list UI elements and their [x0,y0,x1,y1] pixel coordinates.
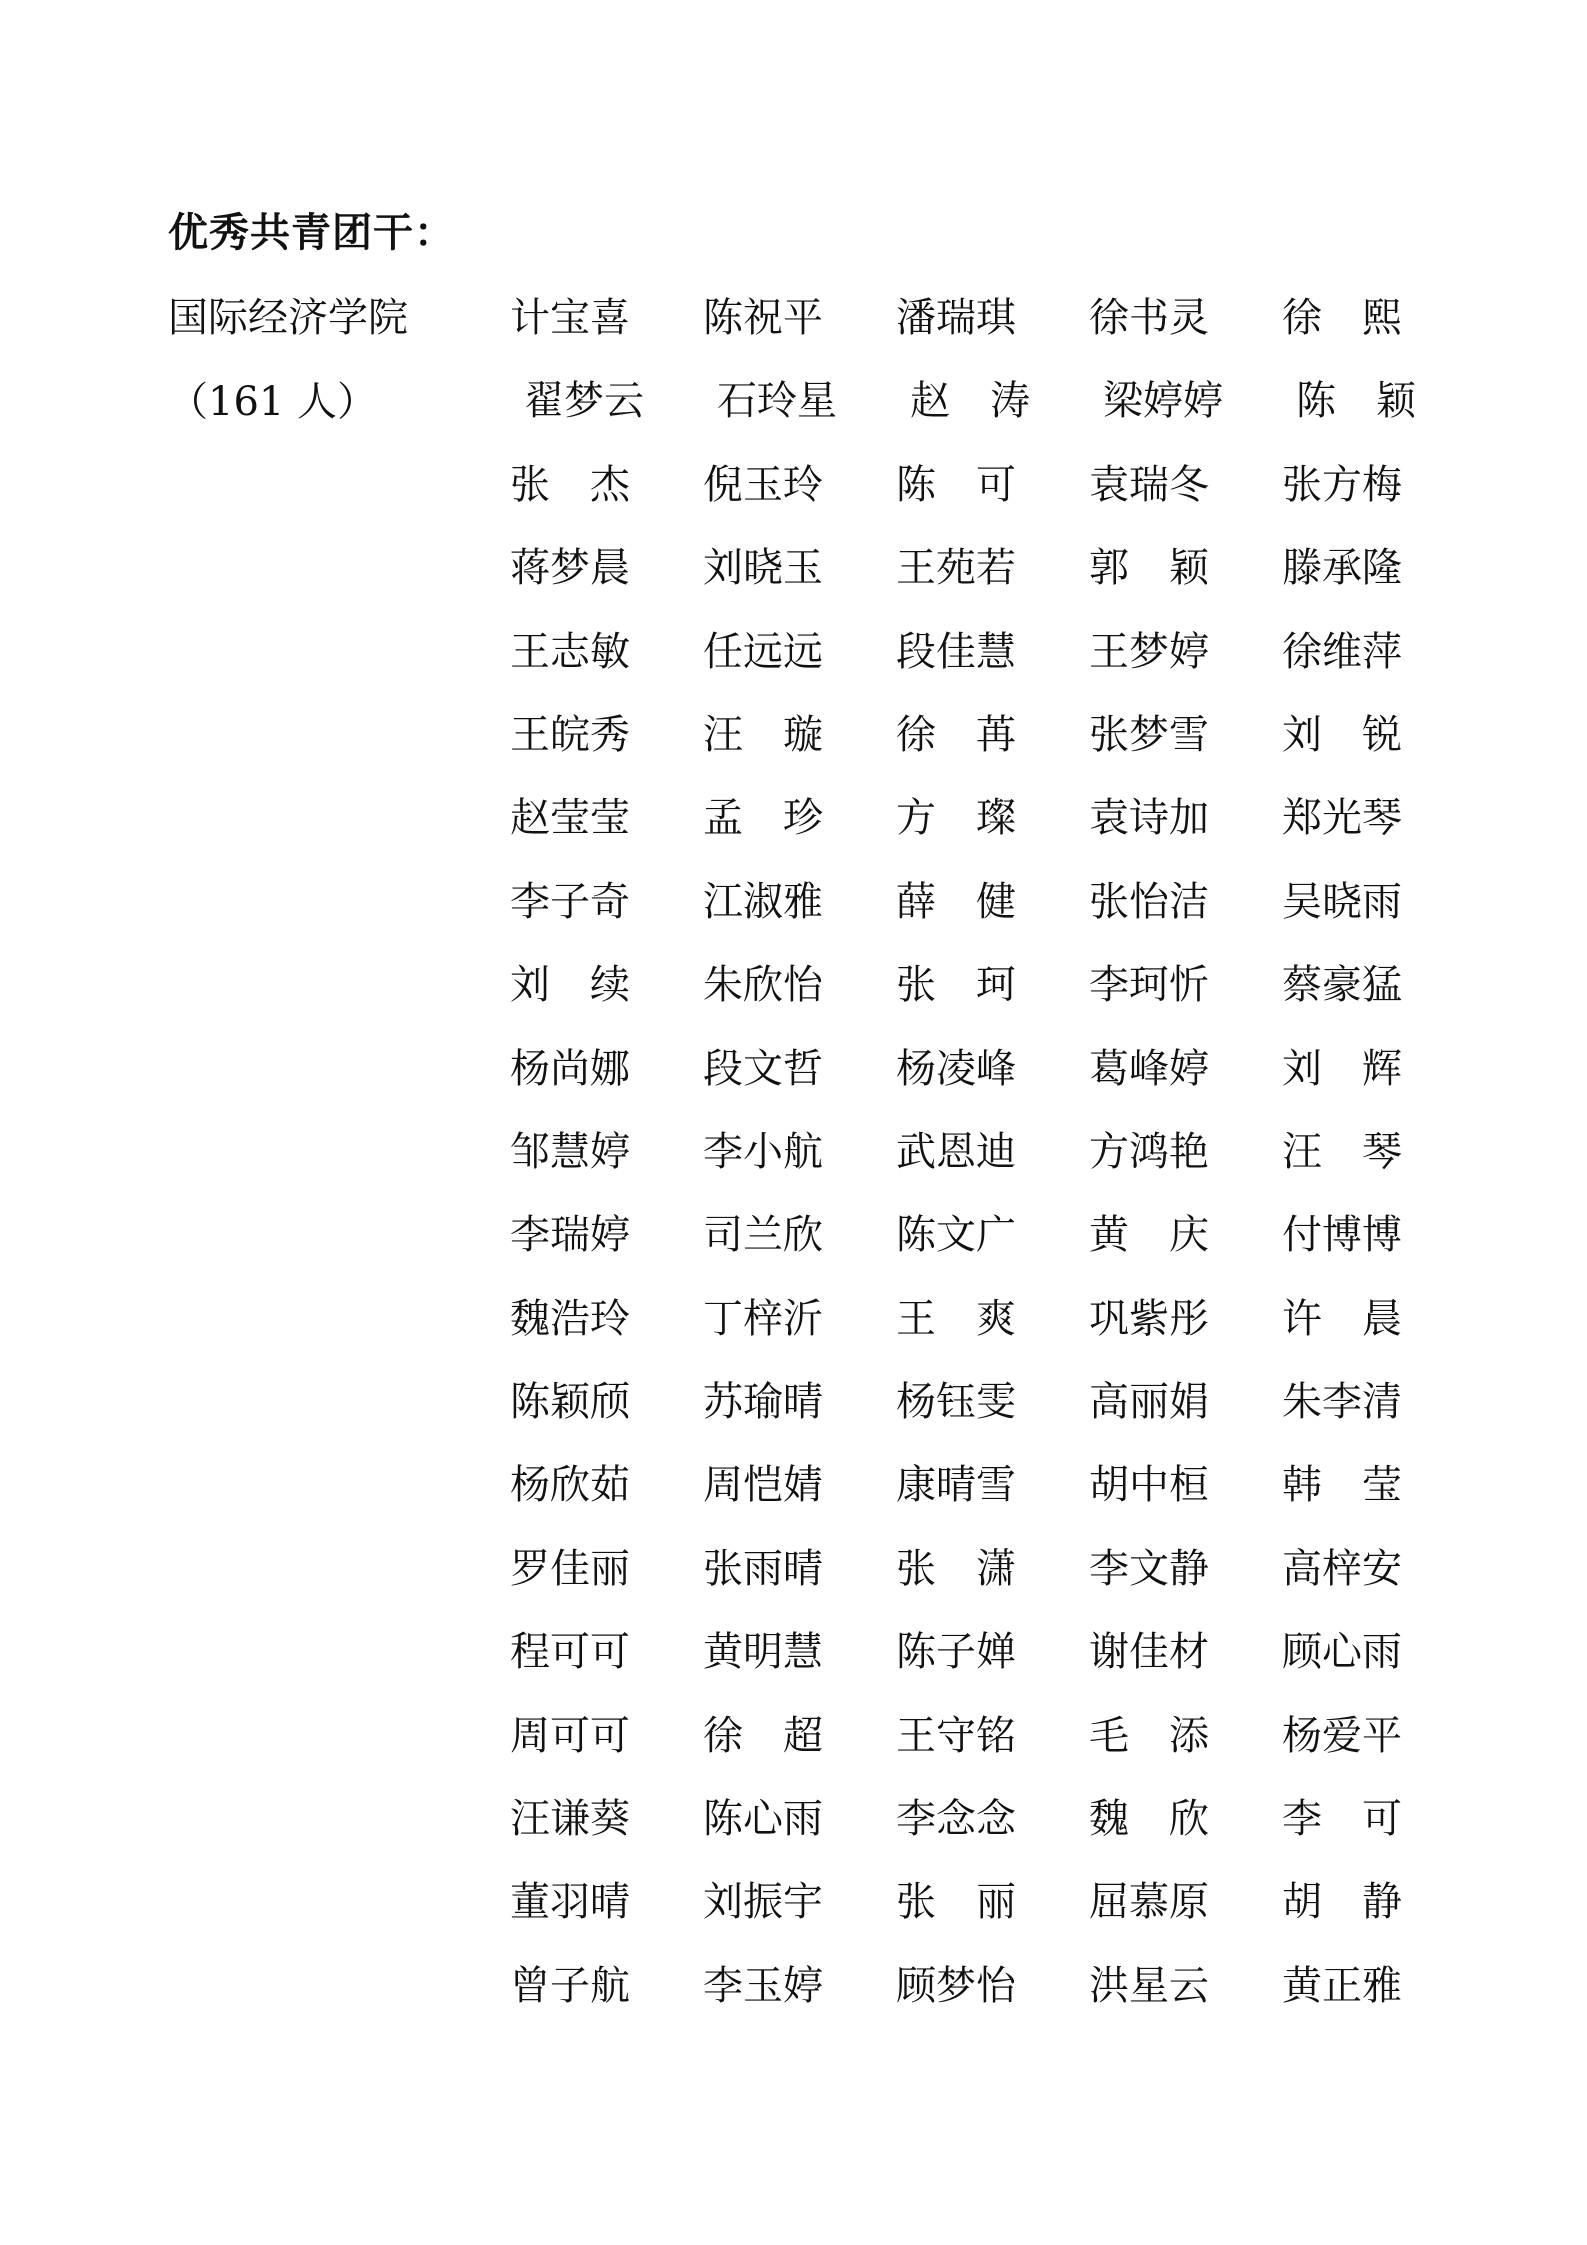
person-name: 杨爱平 [1282,1712,1402,1759]
person-name: 赵莹莹 [510,795,630,842]
person-name: 黄明慧 [703,1629,823,1676]
person-name: 李 可 [1282,1796,1402,1843]
person-name: 胡 静 [1282,1879,1402,1926]
person-name: 李玉婷 [703,1962,823,2009]
person-name: 邹慧婷 [510,1128,630,1175]
person-name: 李珂忻 [1089,962,1209,1009]
person-name: 石玲星 [717,378,837,425]
person-name: 屈慕原 [1089,1879,1209,1926]
person-name: 刘 续 [510,962,630,1009]
name-row [510,457,1510,540]
person-name: 汪 琴 [1282,1128,1402,1175]
person-name: 方鸿艳 [1089,1128,1209,1175]
person-name: 孟 珍 [703,795,823,842]
person-name: 董羽晴 [510,1879,630,1926]
person-name: 汪谦葵 [510,1796,630,1843]
person-name: 陈子婵 [896,1629,1016,1676]
name-row [510,1708,1510,1791]
person-name: 计宝喜 [510,295,630,341]
person-name: 丁梓沂 [703,1295,823,1342]
name-row [510,1041,1510,1124]
name-row [510,1457,1510,1540]
person-name: 王梦婷 [1089,628,1209,675]
person-name: 袁瑞冬 [1089,461,1209,508]
person-name: 王志敏 [510,628,630,675]
person-name: 洪星云 [1089,1962,1209,2009]
person-name: 段文哲 [703,1045,823,1092]
person-name: 武恩迪 [896,1128,1016,1175]
person-name: 李念念 [896,1796,1016,1843]
person-name: 康晴雪 [896,1462,1016,1509]
person-name: 张 珂 [896,962,1016,1009]
person-name: 徐 熙 [1282,295,1402,341]
person-name: 许 晨 [1282,1295,1402,1342]
person-name: 黄正雅 [1282,1962,1402,2009]
person-name: 胡中桓 [1089,1462,1209,1509]
person-name: 赵 涛 [910,378,1030,425]
person-name: 张方梅 [1282,461,1402,508]
person-name: 徐维萍 [1282,628,1402,675]
name-row [510,874,1510,957]
name-row [510,1374,1510,1457]
name-row [510,1874,1510,1957]
person-name: 陈祝平 [703,295,823,341]
person-name: 杨钰雯 [896,1379,1016,1426]
person-name: 郑光琴 [1282,795,1402,842]
person-name: 王皖秀 [510,711,630,758]
person-name: 刘振宇 [703,1879,823,1926]
person-name: 朱李清 [1282,1379,1402,1426]
person-name: 付博博 [1282,1212,1402,1259]
name-row [510,1207,1510,1290]
person-name: 司兰欣 [703,1212,823,1259]
person-name: 魏 欣 [1089,1796,1209,1843]
person-name: 张梦雪 [1089,711,1209,758]
person-name: 蒋梦晨 [510,545,630,592]
person-name: 张怡洁 [1089,878,1209,925]
person-name: 滕承隆 [1282,545,1402,592]
college-name: 国际经济学院 [168,295,408,341]
section-title: 优秀共青团干： [168,209,455,256]
person-name: 葛峰婷 [1089,1045,1209,1092]
person-name: 江淑雅 [703,878,823,925]
person-name: 袁诗加 [1089,795,1209,842]
person-name: 徐 苒 [896,711,1016,758]
person-name: 王 爽 [896,1295,1016,1342]
person-name: 张 潇 [896,1545,1016,1592]
person-name: 顾心雨 [1282,1629,1402,1676]
person-name: 巩紫彤 [1089,1295,1209,1342]
person-name: 李文静 [1089,1545,1209,1592]
person-name: 魏浩玲 [510,1295,630,1342]
name-row [510,1291,1510,1374]
person-name: 陈心雨 [703,1796,823,1843]
person-name: 郭 颖 [1089,545,1209,592]
person-name: 刘晓玉 [703,545,823,592]
name-row [510,790,1510,873]
person-name: 韩 莹 [1282,1462,1402,1509]
name-row [510,1124,1510,1207]
person-name: 蔡豪猛 [1282,962,1402,1009]
person-name: 杨凌峰 [896,1045,1016,1092]
person-name: 刘 辉 [1282,1045,1402,1092]
name-row [510,624,1510,707]
person-name: 李子奇 [510,878,630,925]
person-name: 周可可 [510,1712,630,1759]
name-row [510,540,1510,623]
name-row [510,957,1510,1040]
person-name: 程可可 [510,1629,630,1676]
person-name: 顾梦怡 [896,1962,1016,2009]
person-name: 毛 添 [1089,1712,1209,1759]
person-name: 苏瑜晴 [703,1379,823,1426]
name-row [510,1791,1510,1874]
person-name: 高梓安 [1282,1545,1402,1592]
name-row [510,1624,1510,1707]
name-row [510,373,1510,456]
person-name: 周恺婧 [703,1462,823,1509]
person-name: 陈颖颀 [510,1379,630,1426]
person-name: 徐书灵 [1089,295,1209,341]
person-name: 谢佳材 [1089,1629,1209,1676]
name-list [510,290,1510,2041]
person-name: 刘 锐 [1282,711,1402,758]
person-name: 段佳慧 [896,628,1016,675]
person-name: 倪玉玲 [703,461,823,508]
person-name: 梁婷婷 [1103,378,1223,425]
person-name: 张 杰 [510,461,630,508]
person-name: 方 璨 [896,795,1016,842]
person-name: 吴晓雨 [1282,878,1402,925]
person-name: 陈文广 [896,1212,1016,1259]
name-row [510,1958,1510,2041]
person-name: 汪 璇 [703,711,823,758]
person-name: 王苑若 [896,545,1016,592]
person-name: 高丽娟 [1089,1379,1209,1426]
college-count: （161 人） [168,379,378,425]
person-name: 王守铭 [896,1712,1016,1759]
person-name: 翟梦云 [524,378,644,425]
person-name: 任远远 [703,628,823,675]
person-name: 陈 可 [896,461,1016,508]
person-name: 曾子航 [510,1962,630,2009]
person-name: 罗佳丽 [510,1545,630,1592]
person-name: 朱欣怡 [703,962,823,1009]
person-name: 张雨晴 [703,1545,823,1592]
name-row [510,1541,1510,1624]
person-name: 杨欣茹 [510,1462,630,1509]
person-name: 黄 庆 [1089,1212,1209,1259]
person-name: 张 丽 [896,1879,1016,1926]
person-name: 薛 健 [896,878,1016,925]
name-row [510,707,1510,790]
name-row [510,290,1510,373]
person-name: 潘瑞琪 [896,295,1016,341]
person-name: 陈 颖 [1296,378,1416,425]
person-name: 杨尚娜 [510,1045,630,1092]
person-name: 李小航 [703,1128,823,1175]
person-name: 徐 超 [703,1712,823,1759]
person-name: 李瑞婷 [510,1212,630,1259]
